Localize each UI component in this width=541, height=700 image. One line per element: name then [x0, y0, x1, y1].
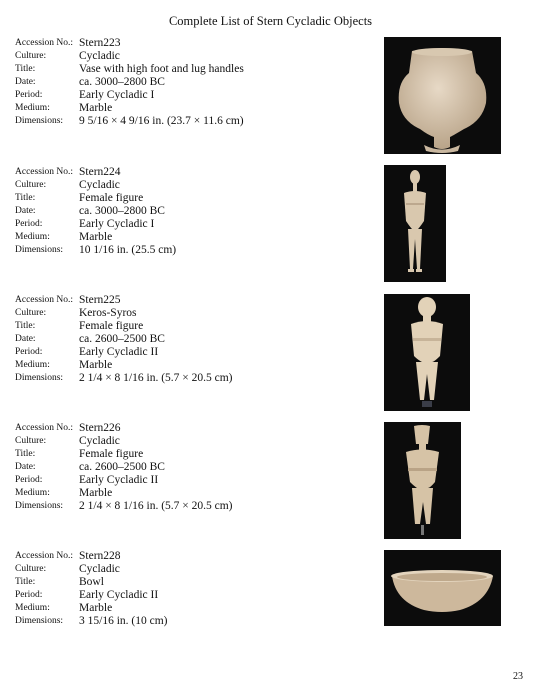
dimensions-label: Dimensions:	[15, 245, 64, 255]
date-value: ca. 2600–2500 BC	[79, 333, 165, 345]
accession-label: Accession No.:	[15, 167, 74, 177]
date-value: ca. 2600–2500 BC	[79, 461, 165, 473]
culture-value: Cycladic	[79, 435, 120, 447]
accession-value: Stern226	[79, 422, 121, 434]
title-label: Title:	[15, 193, 36, 203]
medium-value: Marble	[79, 359, 113, 371]
culture-label: Culture:	[15, 308, 47, 318]
period-label: Period:	[15, 590, 43, 600]
culture-label: Culture:	[15, 180, 47, 190]
accession-label: Accession No.:	[15, 295, 74, 305]
accession-value: Stern225	[79, 294, 121, 306]
page-title: Complete List of Stern Cycladic Objects	[168, 14, 373, 28]
accession-label: Accession No.:	[15, 38, 74, 48]
culture-value: Cycladic	[79, 50, 120, 62]
medium-label: Medium:	[15, 488, 50, 498]
medium-value: Marble	[79, 102, 113, 114]
page-number: 23	[513, 671, 523, 682]
period-value: Early Cycladic II	[79, 346, 159, 358]
title-value: Female figure	[79, 448, 144, 460]
culture-label: Culture:	[15, 51, 47, 61]
dimensions-value: 2 1/4 × 8 1/16 in. (5.7 × 20.5 cm)	[79, 372, 233, 384]
title-label: Title:	[15, 449, 36, 459]
title-value: Bowl	[79, 576, 104, 588]
medium-label: Medium:	[15, 603, 50, 613]
date-value: ca. 3000–2800 BC	[79, 205, 165, 217]
dimensions-label: Dimensions:	[15, 616, 64, 626]
marble-figure-image	[384, 294, 470, 411]
accession-label: Accession No.:	[15, 551, 74, 561]
date-label: Date:	[15, 77, 36, 87]
period-label: Period:	[15, 475, 43, 485]
date-label: Date:	[15, 206, 36, 216]
title-label: Title:	[15, 321, 36, 331]
dimensions-value: 10 1/16 in. (25.5 cm)	[79, 244, 177, 256]
medium-label: Medium:	[15, 360, 50, 370]
culture-value: Cycladic	[79, 563, 120, 575]
title-value: Female figure	[79, 320, 144, 332]
accession-value: Stern228	[79, 550, 121, 562]
dimensions-value: 3 15/16 in. (10 cm)	[79, 615, 168, 627]
dimensions-value: 9 5/16 × 4 9/16 in. (23.7 × 11.6 cm)	[79, 115, 244, 127]
title-value: Female figure	[79, 192, 144, 204]
accession-value: Stern224	[79, 166, 121, 178]
period-value: Early Cycladic II	[79, 474, 159, 486]
culture-label: Culture:	[15, 436, 47, 446]
dimensions-label: Dimensions:	[15, 501, 64, 511]
title-value: Vase with high foot and lug handles	[79, 63, 244, 75]
date-value: ca. 3000–2800 BC	[79, 76, 165, 88]
medium-value: Marble	[79, 602, 113, 614]
period-value: Early Cycladic I	[79, 218, 155, 230]
marble-figure-image	[384, 165, 446, 282]
medium-label: Medium:	[15, 232, 50, 242]
accession-label: Accession No.:	[15, 423, 74, 433]
culture-label: Culture:	[15, 564, 47, 574]
medium-value: Marble	[79, 487, 113, 499]
dimensions-label: Dimensions:	[15, 116, 64, 126]
medium-value: Marble	[79, 231, 113, 243]
marble-bowl-image	[384, 550, 501, 626]
period-value: Early Cycladic I	[79, 89, 155, 101]
period-label: Period:	[15, 347, 43, 357]
accession-value: Stern223	[79, 37, 121, 49]
culture-value: Cycladic	[79, 179, 120, 191]
dimensions-label: Dimensions:	[15, 373, 64, 383]
period-label: Period:	[15, 219, 43, 229]
date-label: Date:	[15, 334, 36, 344]
dimensions-value: 2 1/4 × 8 1/16 in. (5.7 × 20.5 cm)	[79, 500, 233, 512]
marble-figure-image	[384, 422, 461, 539]
title-label: Title:	[15, 577, 36, 587]
marble-vase-image	[384, 37, 501, 154]
title-label: Title:	[15, 64, 36, 74]
period-label: Period:	[15, 90, 43, 100]
period-value: Early Cycladic II	[79, 589, 159, 601]
medium-label: Medium:	[15, 103, 50, 113]
date-label: Date:	[15, 462, 36, 472]
culture-value: Keros-Syros	[79, 307, 137, 319]
